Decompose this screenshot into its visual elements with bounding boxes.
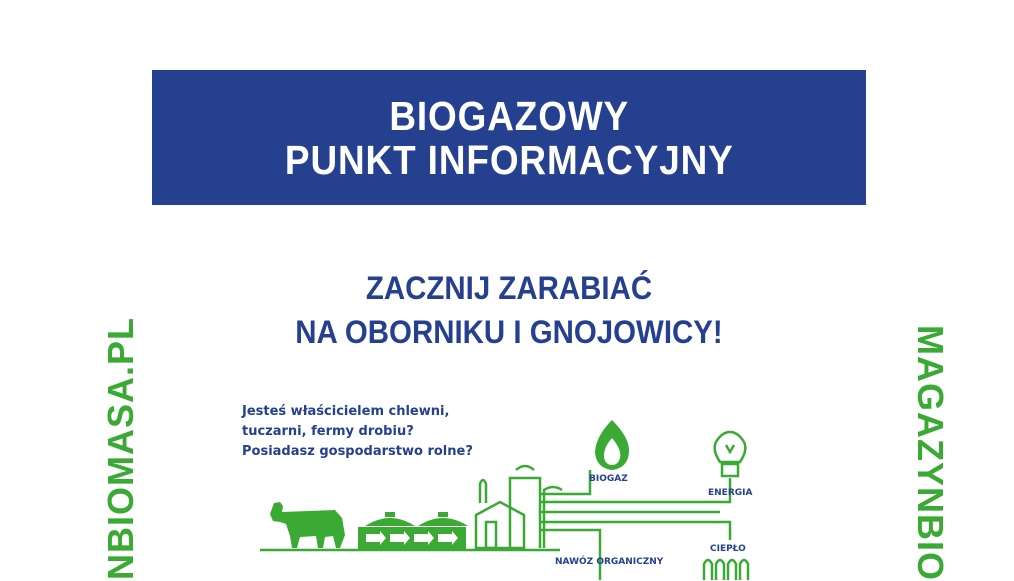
intro-line-1: Jesteś właścicielem chlewni, (242, 404, 450, 419)
banner-line-2: PUNKT INFORMACYJNY (284, 136, 734, 183)
headline-line-1: ZACZNIJ ZARABIAĆ (365, 270, 653, 306)
label-nawoz: NAWÓZ ORGANICZNY (555, 557, 664, 567)
intro-line-2: tuczarni, fermy drobiu? (242, 424, 414, 439)
headline-line-2: NA OBORNIKU I GNOJOWICY! (295, 314, 723, 350)
label-biogaz: BIOGAZ (589, 474, 628, 484)
label-cieplo: CIEPŁO (710, 544, 746, 554)
flame-icon (595, 420, 629, 470)
banner-line-1: BIOGAZOWY (389, 92, 629, 139)
digester-icon (358, 512, 468, 549)
label-energia: ENERGIA (708, 488, 753, 498)
radiator-icon (704, 560, 748, 580)
intro-line-3: Posiadasz gospodarstwo rolne? (242, 444, 473, 459)
cow-icon (270, 502, 345, 548)
side-text-left: NBIOMASA.PL (100, 317, 141, 580)
factory-icon (476, 466, 562, 548)
side-text-right: MAGAZYNBIO (910, 325, 951, 581)
lightbulb-icon (715, 432, 746, 476)
